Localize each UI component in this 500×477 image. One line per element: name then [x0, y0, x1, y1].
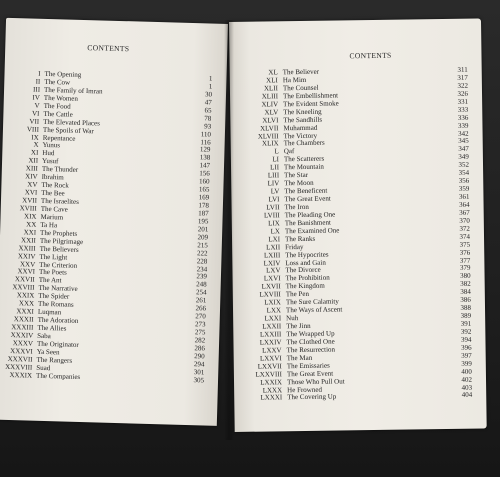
chapter-title: The Cow: [44, 77, 71, 87]
chapter-title: The Companies: [36, 371, 81, 381]
page-number: 275: [194, 328, 206, 337]
toc-list-left: [2, 70, 215, 385]
chapter-number: XL: [268, 68, 278, 77]
page-number: 345: [458, 137, 469, 146]
page-number: 178: [198, 201, 210, 210]
chapter-title: Ha Mim: [282, 75, 307, 85]
chapter-number: XXVIII: [12, 283, 35, 293]
chapter-number: XLVII: [260, 123, 279, 133]
chapter-title: The Food: [43, 101, 71, 111]
chapter-title: Loss and Gain: [285, 258, 326, 267]
page-number: 372: [459, 224, 470, 233]
chapter-number: IV: [32, 93, 40, 102]
chapter-number: LXV: [266, 266, 281, 275]
chapter-number: LXXX: [262, 385, 283, 395]
chapter-title: Ibrahim: [41, 173, 64, 182]
right-page: [229, 18, 487, 431]
chapter-title: Luqman: [37, 307, 62, 317]
chapter-title: The Clothed One: [286, 337, 335, 347]
chapter-title: The Spider: [38, 292, 70, 301]
page-number: 342: [458, 129, 469, 138]
contents-heading-left: CONTENTS: [87, 43, 130, 54]
page-number: 317: [457, 73, 468, 82]
page-number: 195: [197, 217, 209, 226]
toc-list-right: [246, 67, 481, 404]
chapter-number: XVII: [22, 196, 38, 205]
page-number: 370: [459, 216, 470, 225]
chapter-number: I: [38, 69, 41, 78]
chapter-title: The Ways of Ascent: [285, 305, 343, 315]
chapter-number: XXXV: [12, 338, 34, 348]
page-number: 239: [196, 272, 208, 281]
chapter-number: XXXVIII: [5, 362, 33, 372]
left-page: [0, 18, 228, 426]
chapter-title: The Mountain: [283, 162, 324, 172]
chapter-title: The Criterion: [39, 260, 78, 270]
page-number: 286: [194, 344, 206, 353]
chapter-number: XIV: [25, 172, 38, 181]
chapter-title: The Pen: [285, 290, 310, 299]
chapter-title: The Ranks: [284, 234, 316, 243]
chapter-number: XLV: [264, 108, 279, 117]
chapter-title: Repentance: [42, 133, 76, 143]
page-number: 375: [459, 240, 471, 249]
chapter-title: Hud: [42, 149, 55, 158]
chapter-title: The Jinn: [286, 321, 311, 331]
chapter-title: The Spoils of War: [42, 125, 94, 135]
chapter-number: XLI: [266, 76, 278, 85]
chapter-number: LXXIII: [259, 330, 282, 339]
page-number: 367: [459, 208, 470, 217]
page-number: 359: [458, 184, 470, 193]
chapter-number: XXXIX: [9, 370, 33, 380]
chapter-number: III: [32, 85, 41, 94]
chapter-title: The Evident Smoke: [283, 99, 339, 109]
chapter-title: The Originator: [36, 339, 79, 349]
chapter-number: XLVIII: [257, 131, 279, 141]
chapter-number: XXXVII: [7, 354, 33, 364]
chapter-title: Qaf: [283, 147, 295, 156]
page-number: 331: [457, 97, 469, 106]
page-number: 294: [193, 359, 205, 369]
chapter-number: LXXVI: [259, 354, 282, 363]
chapter-title: The Great Event: [286, 369, 334, 378]
chapter-number: LI: [272, 155, 279, 164]
chapter-title: The Bee: [41, 188, 65, 198]
chapter-number: LVII: [266, 203, 280, 212]
page-number: 396: [461, 343, 472, 352]
chapter-number: X: [33, 141, 39, 150]
chapter-title: Saba: [37, 331, 51, 341]
chapter-title: The Star: [284, 171, 309, 180]
page-number: 377: [459, 256, 471, 265]
chapter-number: LXXV: [262, 346, 282, 355]
page-number: 301: [193, 367, 205, 377]
page-number: 215: [197, 240, 208, 250]
chapter-title: The Elevated Places: [43, 117, 101, 128]
chapter-number: XLII: [263, 84, 278, 93]
chapter-title: The Sure Calamity: [285, 297, 339, 307]
chapter-number: XXI: [23, 228, 37, 237]
chapter-title: The Thunder: [41, 165, 79, 175]
chapter-number: LXXXI: [260, 393, 283, 403]
chapter-number: LVI: [268, 195, 280, 204]
page-number: 30: [204, 90, 213, 99]
page-number: 169: [198, 193, 210, 202]
page-number: 47: [204, 98, 212, 107]
chapter-title: The Resurrection: [286, 345, 336, 355]
page-number: 356: [458, 176, 470, 185]
page-number: 397: [461, 351, 472, 360]
chapter-number: LXI: [268, 234, 281, 244]
chapter-number: LXIX: [264, 298, 281, 307]
chapter-number: LVIII: [263, 211, 280, 220]
page-number: 400: [461, 367, 472, 376]
chapter-title: Marium: [40, 212, 64, 222]
chapter-title: The Covering Up: [287, 392, 337, 402]
page-number: 376: [459, 248, 471, 257]
chapter-title: The Prophets: [39, 228, 78, 238]
page-number: 333: [457, 105, 469, 114]
page-number: 386: [460, 295, 471, 304]
chapter-title: The Opening: [44, 69, 82, 79]
page-number: 266: [195, 304, 207, 313]
chapter-title: The Women: [43, 93, 79, 103]
chapter-number: XV: [27, 180, 38, 189]
chapter-number: XI: [30, 148, 39, 158]
page-number: 379: [459, 264, 471, 273]
chapter-title: Suad: [36, 363, 51, 372]
chapter-number: LXXVII: [257, 361, 282, 371]
chapter-title: The Beneficent: [284, 186, 328, 196]
chapter-title: The Narrative: [38, 284, 78, 294]
page-number: 404: [461, 391, 473, 400]
chapter-number: LXXII: [262, 322, 282, 331]
chapter-number: VIII: [26, 124, 40, 134]
chapter-title: The Family of Imran: [43, 85, 103, 96]
page-number: 402: [461, 375, 473, 384]
page-number: 165: [198, 185, 210, 194]
chapter-number: LII: [270, 163, 280, 172]
chapter-number: IX: [31, 133, 39, 142]
page-number: 228: [196, 256, 208, 266]
page-number: 339: [457, 121, 469, 130]
chapter-number: XVI: [24, 188, 38, 197]
page-number: 129: [199, 145, 211, 154]
chapter-number: II: [35, 77, 41, 86]
chapter-number: XIII: [25, 164, 38, 173]
page-number: 270: [195, 312, 206, 321]
page-number: 354: [458, 168, 470, 177]
chapter-title: The Hypocrites: [285, 250, 329, 259]
page-number: 394: [460, 335, 472, 344]
chapter-number: L: [274, 147, 279, 156]
page-number: 282: [194, 336, 206, 345]
page-number: 78: [204, 114, 212, 123]
chapter-title: The Pilgrimage: [39, 236, 84, 246]
chapter-number: XXIV: [17, 251, 36, 261]
chapter-title: The Ant: [38, 276, 62, 285]
page-number: 388: [460, 303, 472, 312]
chapter-number: LXVIII: [259, 290, 281, 299]
chapter-title: Ta Ha: [40, 220, 58, 230]
chapter-title: The Adoration: [37, 315, 79, 325]
page-number: 110: [200, 129, 212, 139]
page-number: 352: [458, 160, 470, 170]
chapter-title: The Light: [39, 252, 68, 262]
chapter-number: XXXII: [13, 315, 34, 324]
chapter-number: XXVI: [17, 267, 36, 277]
chapter-number: LIV: [267, 179, 280, 188]
chapter-title: The Chambers: [283, 139, 325, 148]
chapter-title: Those Who Pull Out: [286, 376, 345, 386]
chapter-title: Nuh: [286, 314, 299, 323]
chapter-number: LXIV: [263, 258, 281, 268]
page-number: 311: [457, 65, 468, 74]
chapter-number: LXIII: [263, 250, 281, 260]
chapter-number: XLIV: [261, 100, 279, 109]
chapter-number: LXVII: [261, 282, 281, 291]
chapter-number: VI: [31, 109, 40, 118]
chapter-title: The Scatterers: [283, 154, 325, 164]
page-number: 65: [204, 106, 212, 115]
chapter-title: The Counsel: [282, 83, 319, 93]
chapter-number: LXXIX: [260, 377, 283, 387]
chapter-title: Muhammad: [283, 123, 318, 132]
page-number: 116: [200, 137, 211, 147]
chapter-number: XXV: [19, 259, 36, 269]
chapter-title: The Banishment: [284, 218, 331, 228]
chapter-title: The Victory: [283, 131, 318, 140]
page-number: 384: [460, 287, 471, 297]
chapter-title: The Cattle: [43, 109, 73, 119]
page-number: 380: [460, 272, 471, 281]
chapter-title: The Divorce: [285, 266, 321, 275]
chapter-title: The Believer: [282, 67, 320, 77]
page-number: 147: [199, 161, 211, 170]
page-number: 93: [204, 122, 212, 131]
chapter-title: The Man: [286, 353, 313, 362]
chapter-title: The Kingdom: [285, 282, 325, 291]
page-number: 399: [461, 359, 472, 368]
page-number: 305: [193, 375, 205, 385]
page-number: 234: [196, 264, 208, 274]
page-number: 326: [457, 89, 469, 98]
page-number: 290: [194, 352, 205, 361]
chapter-number: LV: [270, 187, 280, 196]
chapter-number: XXII: [20, 235, 36, 245]
chapter-number: XXXIV: [10, 330, 34, 340]
chapter-number: XXXVI: [10, 346, 33, 356]
chapter-title: The Poets: [38, 268, 67, 278]
chapter-title: The Kneeling: [283, 107, 322, 116]
chapter-number: XLIII: [261, 92, 279, 101]
chapter-number: LIII: [267, 171, 280, 180]
chapter-number: LX: [270, 227, 280, 236]
page-number: 248: [196, 280, 207, 289]
chapter-title: The Examined One: [284, 226, 340, 235]
chapter-number: XXXI: [16, 307, 34, 316]
page-number: 1: [208, 82, 213, 91]
chapter-title: The Moon: [284, 178, 314, 188]
chapter-number: XII: [28, 156, 39, 166]
chapter-number: LXII: [266, 242, 281, 252]
page-number: 160: [198, 177, 210, 186]
chapter-title: Yunus: [42, 141, 61, 150]
chapter-number: VII: [29, 117, 40, 126]
page-number: 322: [457, 81, 468, 90]
page-number: 349: [458, 152, 469, 162]
chapter-title: The Allies: [37, 323, 67, 333]
chapter-number: XLIX: [261, 139, 279, 148]
chapter-number: LXXVIII: [255, 369, 282, 379]
page-number: 336: [457, 113, 469, 122]
page-number: 273: [194, 320, 206, 329]
page-number: 382: [460, 279, 471, 289]
page-number: 391: [460, 319, 472, 328]
chapter-title: The Rangers: [36, 355, 73, 365]
page-number: 138: [199, 153, 211, 162]
chapter-title: The Believers: [39, 244, 79, 254]
page-number: 201: [197, 225, 209, 234]
page-number: 361: [458, 192, 470, 201]
page-number: 347: [458, 145, 469, 154]
chapter-title: The Rock: [41, 180, 69, 190]
page-number: 261: [195, 296, 207, 305]
page-number: 403: [461, 383, 473, 392]
page-number: 209: [197, 232, 209, 242]
contents-heading-right: CONTENTS: [349, 50, 392, 61]
chapter-title: The Romans: [37, 299, 74, 309]
chapter-number: V: [34, 101, 40, 110]
chapter-title: The Wrapped Up: [286, 329, 335, 339]
page-number: 364: [459, 200, 470, 209]
page-number: 374: [459, 232, 471, 241]
page-number: 1: [208, 74, 213, 83]
chapter-title: The Cave: [40, 204, 68, 214]
chapter-number: XXXIII: [11, 323, 34, 332]
chapter-number: LXXIV: [259, 338, 282, 347]
chapter-number: XXX: [18, 299, 35, 308]
chapter-title: The Emissaries: [286, 361, 330, 370]
chapter-number: LXVI: [263, 274, 281, 283]
chapter-number: LXX: [266, 306, 282, 315]
chapter-number: XIX: [23, 212, 37, 221]
page-number: 187: [198, 209, 209, 218]
chapter-title: The Sandhills: [283, 115, 323, 124]
chapter-number: XXIII: [18, 243, 36, 253]
chapter-title: The Iron: [284, 202, 309, 212]
chapter-title: Friday: [285, 242, 304, 251]
page-number: 392: [460, 327, 472, 336]
chapter-number: XVIII: [19, 204, 37, 213]
chapter-number: XLVI: [262, 115, 279, 125]
chapter-title: The Israelites: [40, 196, 79, 206]
page-number: 156: [199, 169, 210, 178]
chapter-title: He Frowned: [287, 385, 323, 394]
chapter-title: Yusuf: [41, 157, 59, 166]
page-number: 254: [195, 288, 207, 297]
chapter-title: Ya Seen: [36, 347, 60, 357]
page-number: 389: [460, 311, 472, 320]
chapter-title: The Pleading One: [284, 210, 336, 220]
chapter-number: LXXI: [264, 314, 282, 323]
chapter-title: The Great Event: [284, 194, 331, 204]
page-number: 222: [196, 248, 208, 258]
chapter-number: XXVII: [14, 275, 35, 285]
chapter-number: XXIX: [16, 291, 35, 300]
chapter-title: The Embellishment: [282, 91, 339, 101]
chapter-number: XX: [26, 220, 37, 229]
chapter-title: The Prohibition: [285, 273, 330, 283]
chapter-number: LIX: [268, 219, 280, 228]
